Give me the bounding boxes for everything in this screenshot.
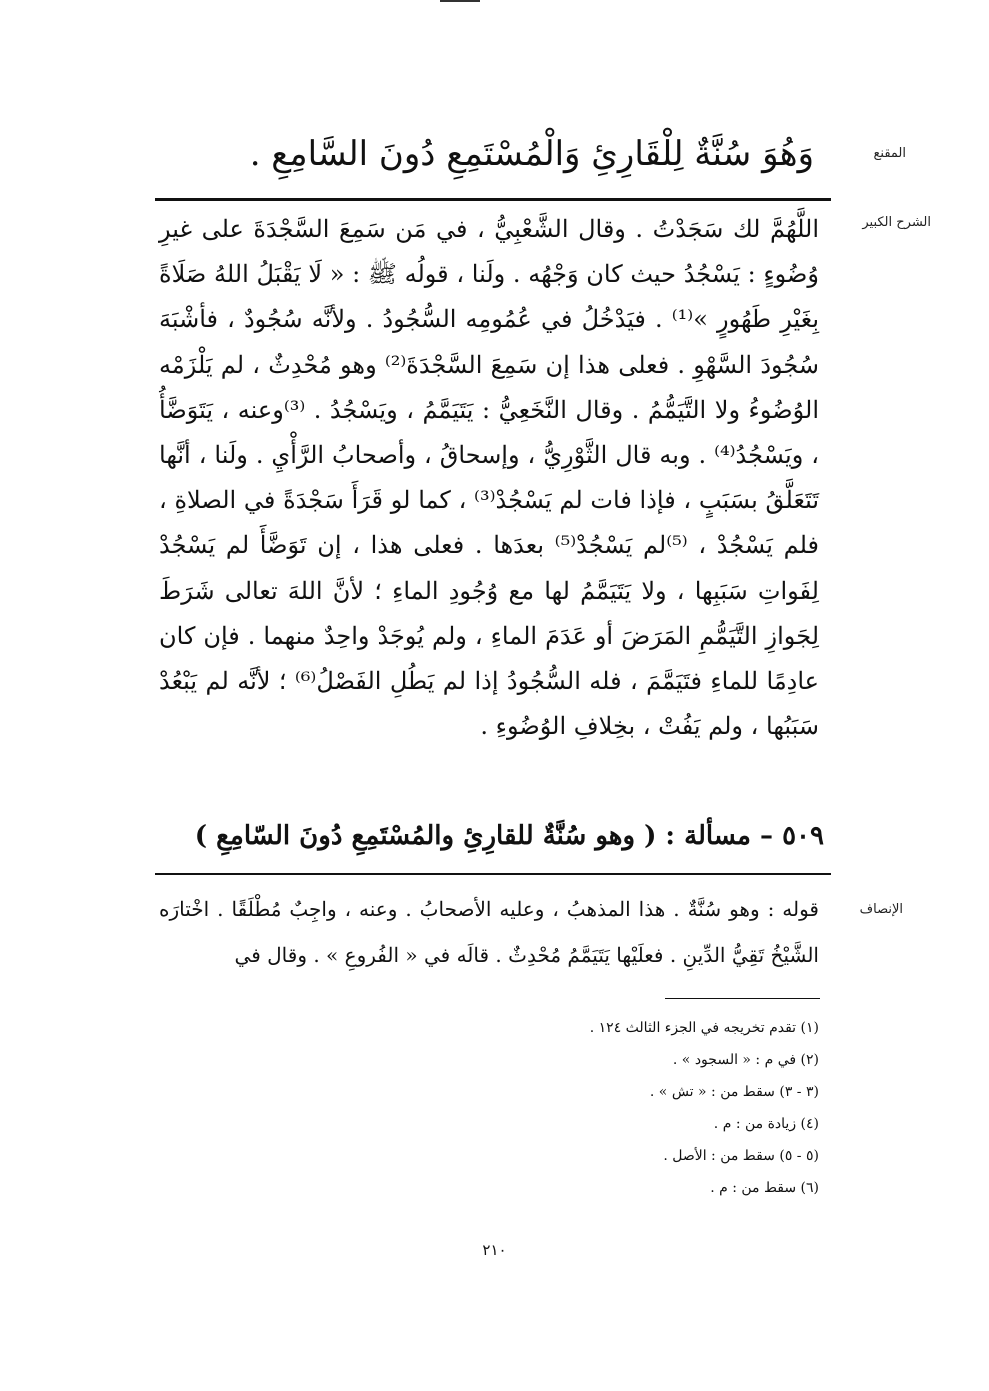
sharh-body xyxy=(159,207,819,749)
label-muqni: المقنع xyxy=(873,146,906,161)
section-divider xyxy=(155,198,831,201)
label-sharh: الشرح الكبير xyxy=(862,215,931,230)
footnote-item: (٥ - ٥) سقط من : الأصل . xyxy=(663,1148,819,1164)
footnote-item: (٦) سقط من : م . xyxy=(710,1180,819,1196)
footnote-divider xyxy=(665,998,820,999)
footnote-item: (٤) زيادة من : م . xyxy=(713,1116,819,1132)
insaf-divider xyxy=(155,873,831,875)
footnotes-list xyxy=(419,1012,819,1204)
insaf-body xyxy=(159,886,819,978)
masala-heading: ٥٠٩ – مسألة : ( وهو سُنَّةٌ للقارِئِ والمُسْتَمِعِ دُونَ السّامِعِ ) xyxy=(194,821,824,851)
footnote-item: (١) تقدم تخريجه في الجزء الثالث ١٢٤ . xyxy=(589,1020,819,1036)
header-mark xyxy=(440,0,480,2)
muqni-text: وَهُوَ سُنَّةٌ لِلْقَارِئِ وَالْمُسْتَمِعِ دُونَ السَّامِعِ . xyxy=(249,134,814,174)
label-insaf: الإنصاف xyxy=(859,902,903,917)
footnote-item: (٣ - ٣) سقط من : « تش » . xyxy=(649,1084,819,1100)
insaf-paragraph: قوله : وهو سُنَّةٌ . هذا المذهبُ ، وعليه الأصحابُ . وعنه ، واجِبٌ مُطْلَقًا . اخْتارَه الشَّيْخُ تَقِيُّ الدِّينِ . فعلَيْها يَتَيَمَّمُ مُحْدِثٌ . قالَه في « الفُروعِ » . وقال في xyxy=(159,897,819,967)
footnote-item: (٢) في م : « السجود » . xyxy=(672,1052,819,1068)
sharh-paragraph: اللَّهُمَّ لك سَجَدْتُ . وقال الشَّعْبِيُّ ، في مَن سَمِعَ السَّجْدَةَ على غيرِ وُضُوءٍ : يَسْجُدُ حيث كان وَجْهُه . ولَنا ، قولُه ﷺ : « لَا يَقْبَلُ اللهُ صَلَاةً بِغَيْرِ طَهُورٍ »⁽¹⁾ . فيَدْخُلُ في عُمُومِه السُّجُودُ . ولأنَّه سُجُودٌ ، فأشْبَهَ سُجُودَ السَّهْوِ . فعلى هذا إن سَمِعَ السَّجْدَةَ⁽²⁾ وهو مُحْدِثٌ ، لم يَلْزَمْه الوُضُوءُ ولا التَّيَمُّمُ . وقال النَّخَعِيُّ : يَتَيَمَّمُ ، ويَسْجُدُ . ⁽³⁾وعنه ، يَتَوَضَّأُ ، ويَسْجُدُ⁽⁴⁾ . وبه قال الثَّوْرِيُّ ، وإسحاقُ ، وأصحابُ الرَّأْيِ . ولَنا ، أنَّها تَتَعَلَّقُ بسَبَبٍ ، فإذا فات لم يَسْجُدْ⁽³⁾ ، كما لو قَرَأَ سَجْدَةً في الصلاةِ ، فلم يَسْجُدْ ، ⁽⁵⁾لم يَسْجُدْ⁽⁵⁾ بعدَها . فعلى هذا ، إن تَوَضَّأَ لم يَسْجُدْ لِفَواتِ سَبَبِها ، ولا يَتَيَمَّمُ لها مع وُجُودِ الماءِ ؛ لأنَّ اللهَ تعالى شَرَطَ لِجَوازِ التَّيَمُّمِ المَرَضَ أو عَدَمَ الماءِ ، ولم يُوجَدْ واحِدٌ منهما . فإن كان عادِمًا للماءِ فتَيَمَّمَ ، فله السُّجُودُ إذا لم يَطُلِ الفَصْلُ⁽⁶⁾ ؛ لأنَّه لم يَبْعُدْ سَبَبُها ، ولم يَفُتْ ، بخِلافِ الوُضُوءِ . xyxy=(159,215,820,741)
page-number: ٢١٠ xyxy=(482,1241,507,1259)
